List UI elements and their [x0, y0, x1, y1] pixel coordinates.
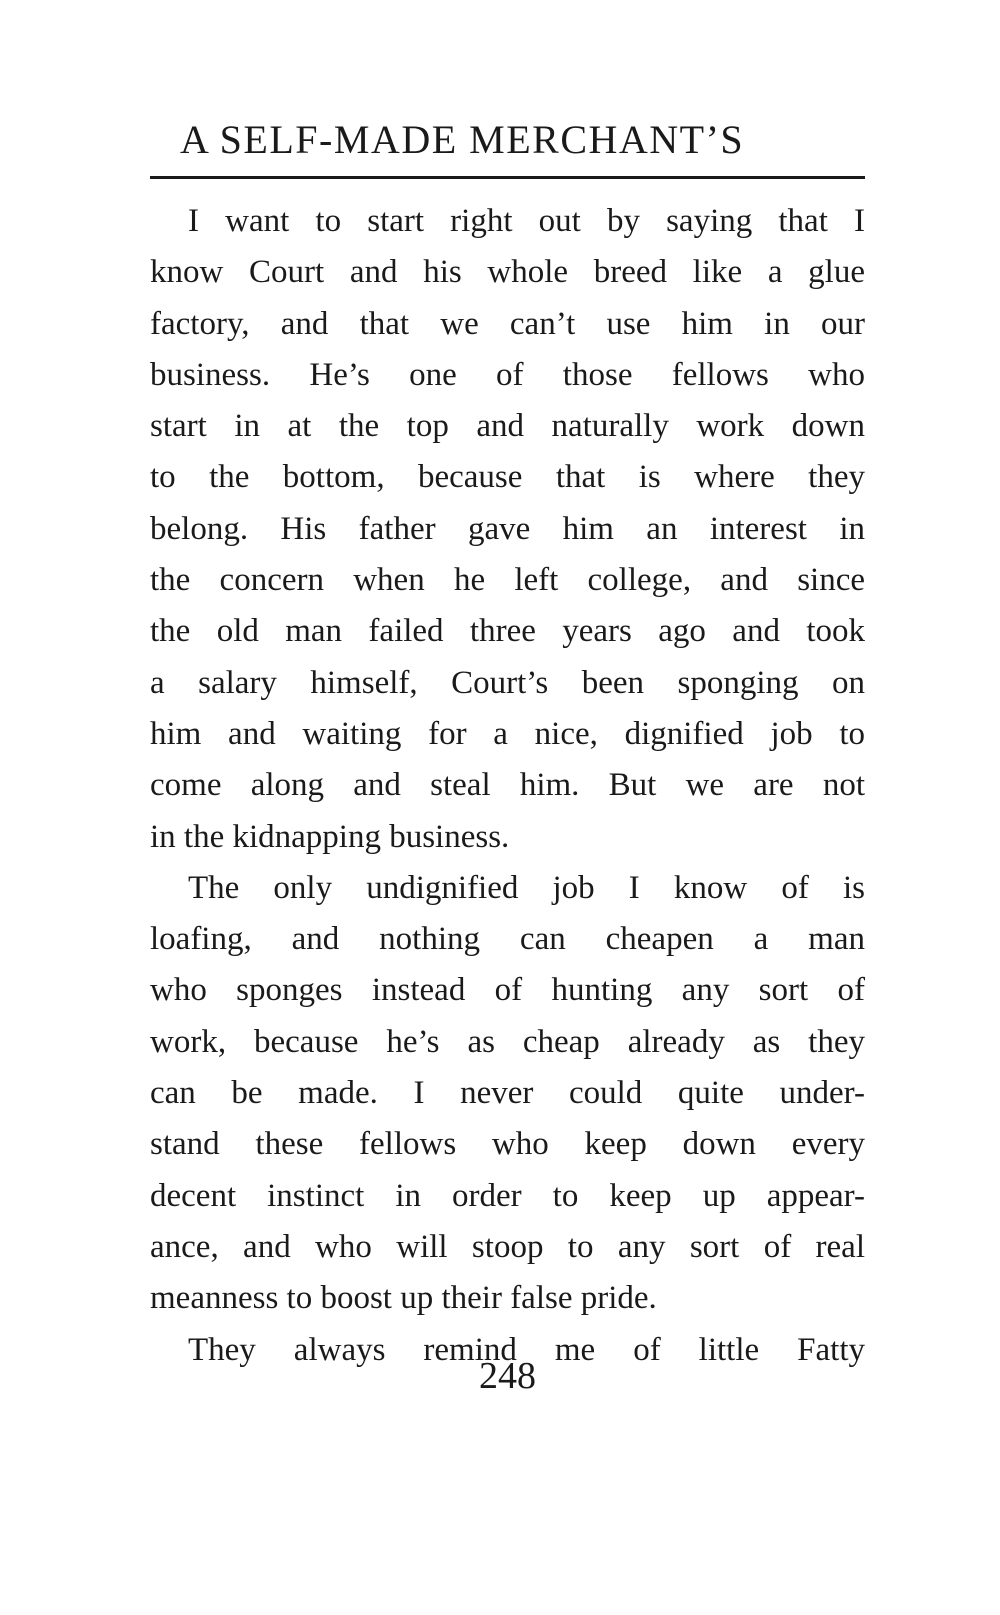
text-line: ance, and who will stoop to any sort of real — [150, 1228, 865, 1265]
text-line: meanness to boost up their false pride. — [150, 1280, 657, 1317]
text-line: in the kidnapping business. — [150, 818, 510, 855]
text-line: I want to start right out by saying that I — [188, 203, 865, 239]
text-line: belong. His father gave him an interest in — [150, 510, 865, 547]
text-line: the old man failed three years ago and took — [150, 613, 865, 650]
text-line: who sponges instead of hunting any sort of — [150, 972, 865, 1009]
text-line: loafing, and nothing can cheapen a man — [150, 921, 865, 958]
text-line: They always remind me of little Fatty — [188, 1331, 865, 1368]
text-line: can be made. I never could quite under- — [150, 1075, 865, 1112]
text-line: business. He’s one of those fellows who — [150, 356, 865, 393]
text-line: start in at the top and naturally work down — [150, 408, 865, 445]
text-line: him and waiting for a nice, dignified job to — [150, 715, 865, 752]
text-line: decent instinct in order to keep up appear- — [150, 1177, 865, 1214]
text-line: the concern when he left college, and since — [150, 562, 865, 599]
text-line: come along and steal him. But we are not — [150, 767, 865, 804]
body-text — [150, 196, 865, 1376]
page-number: 248 — [479, 1355, 536, 1397]
text-line: stand these fellows who keep down every — [150, 1126, 865, 1163]
text-line: work, because he’s as cheap already as they — [150, 1023, 865, 1060]
text-line: factory, and that we can’t use him in our — [150, 305, 865, 342]
running-head: A SELF-MADE MERCHANT’S — [180, 117, 745, 162]
text-line: a salary himself, Court’s been sponging on — [150, 664, 865, 701]
header-rule — [150, 176, 865, 179]
text-line: know Court and his whole breed like a glue — [150, 254, 865, 291]
text-line: to the bottom, because that is where they — [150, 459, 865, 496]
text-line: The only undignified job I know of is — [188, 869, 865, 906]
